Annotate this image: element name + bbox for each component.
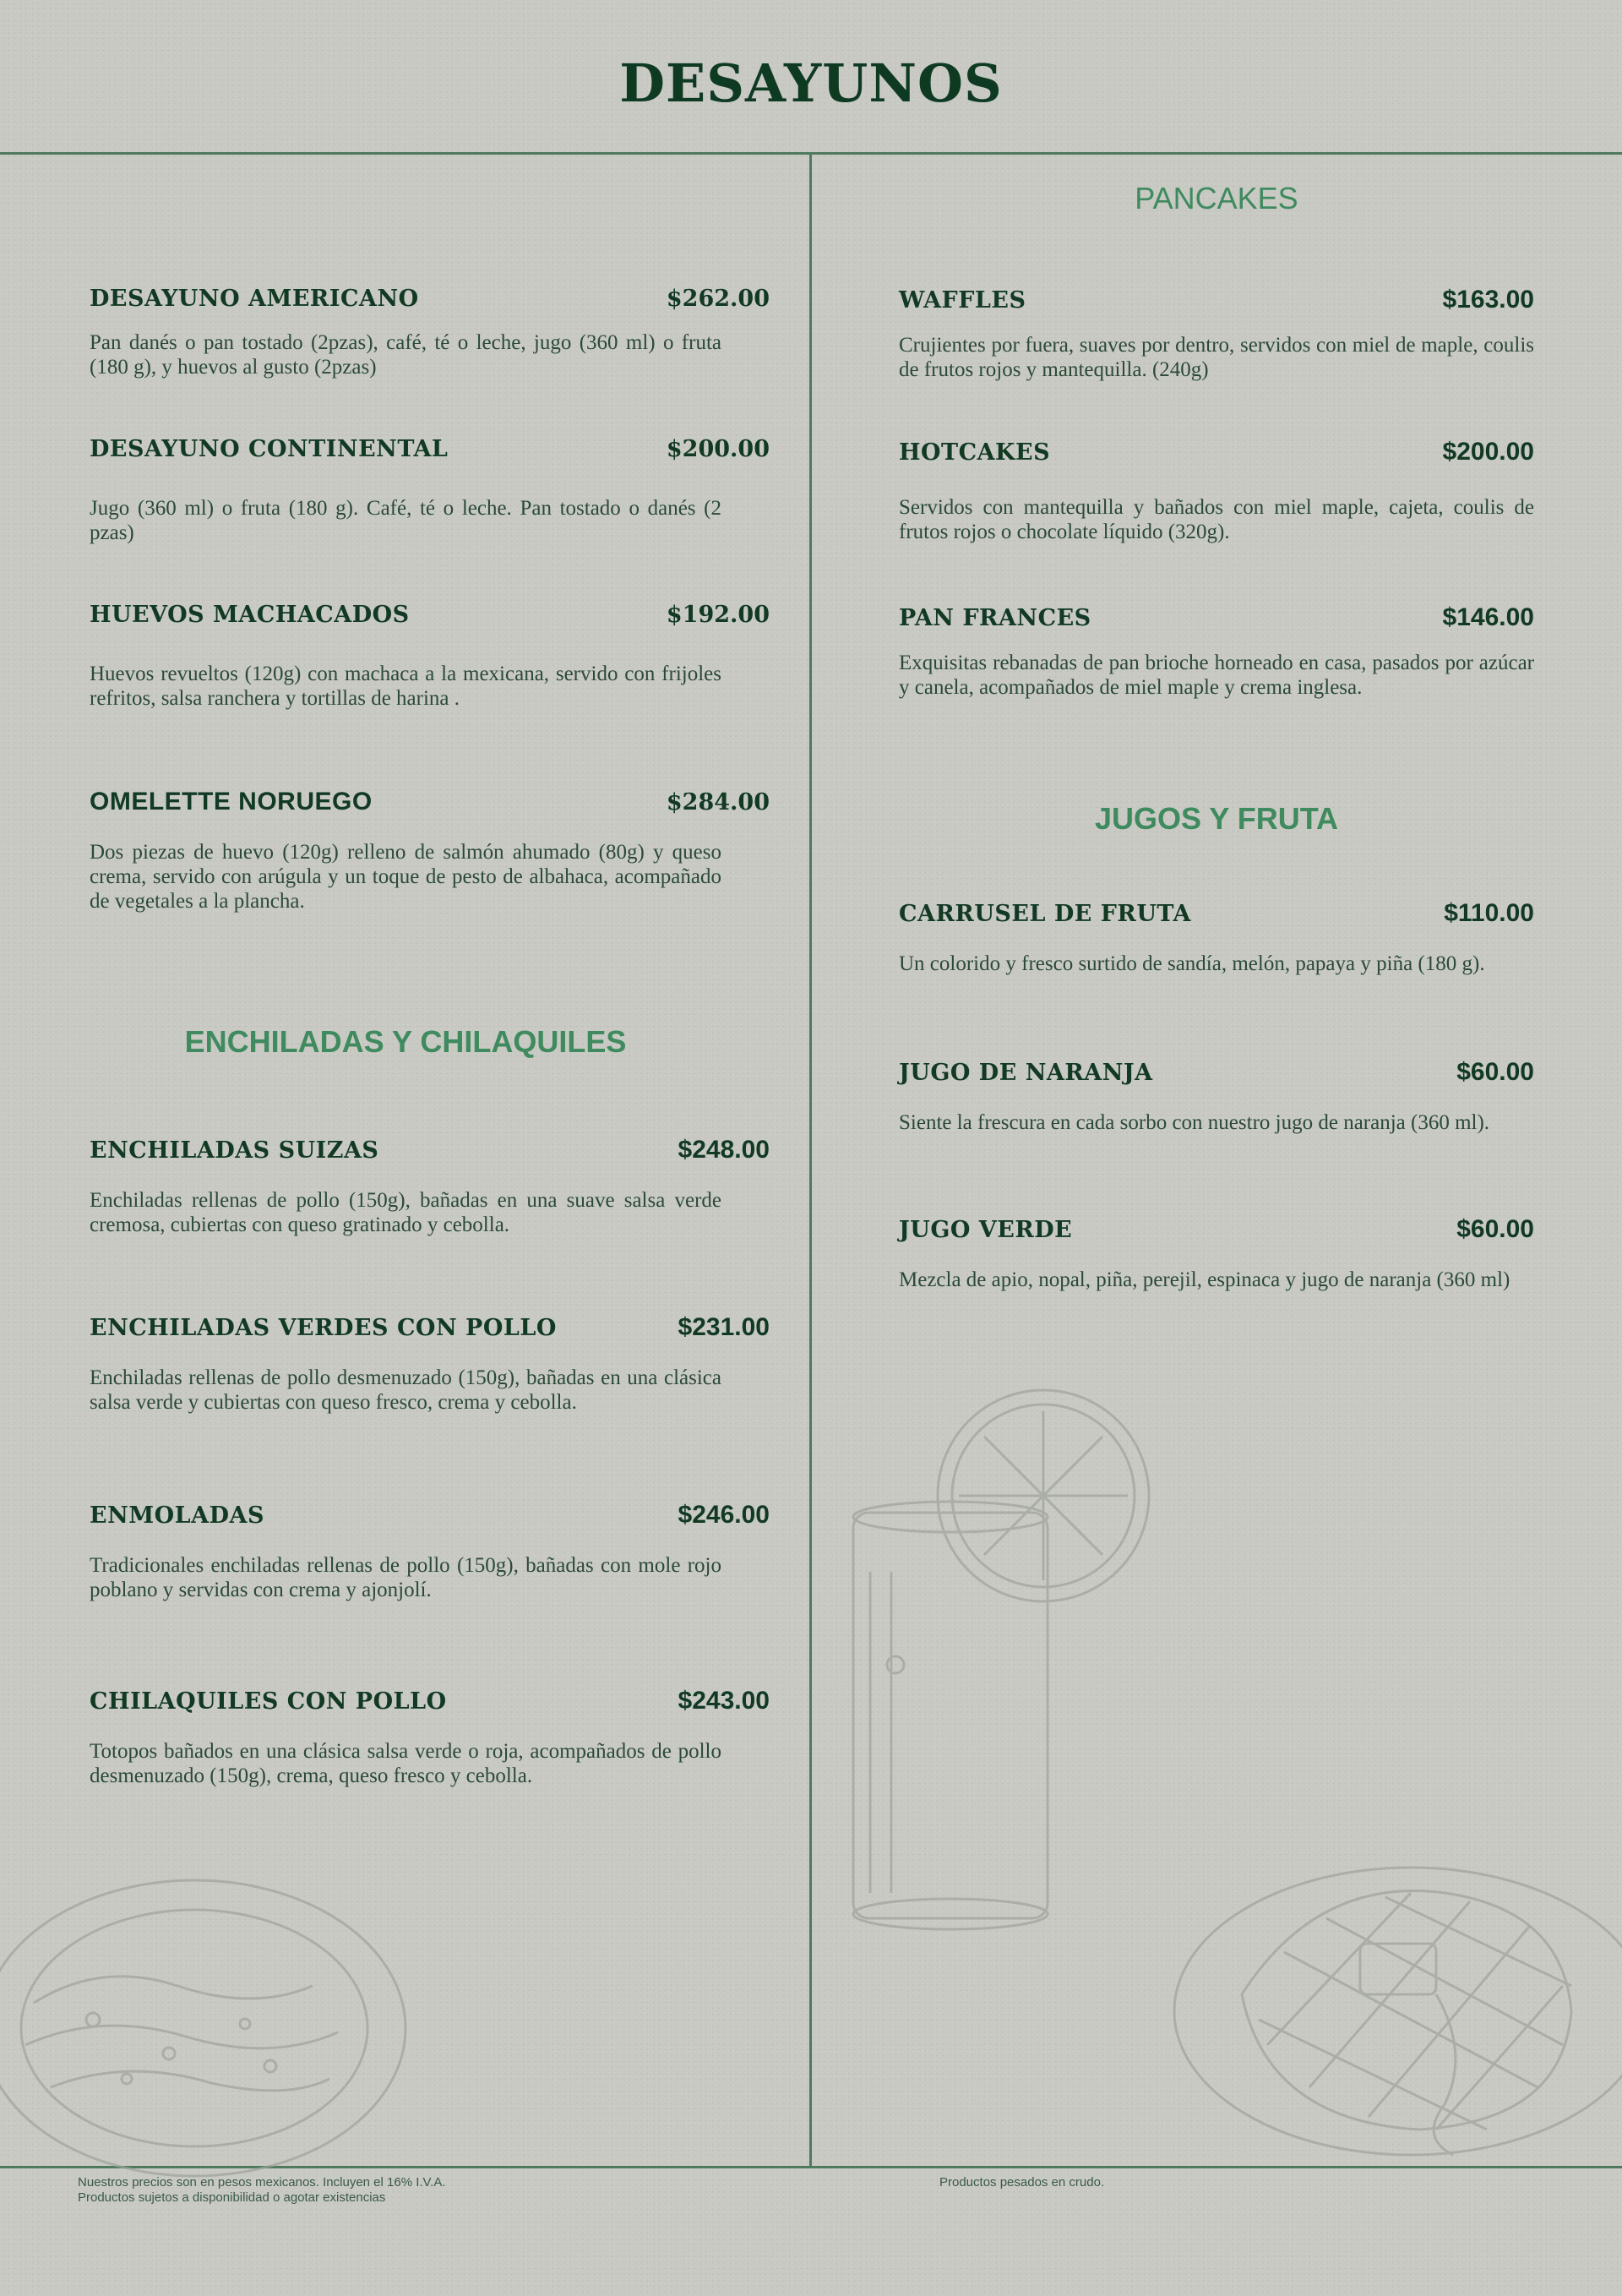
item-name: DESAYUNO CONTINENTAL (90, 436, 449, 462)
menu-item (90, 602, 770, 711)
item-price: $243.00 (678, 1687, 770, 1715)
menu-item (90, 788, 770, 913)
footer-note-prices (78, 2175, 446, 2206)
item-description: Servidos con mantequilla y bañados con miel maple, cajeta, coulis de frutos rojos o chocolate líquido (320g). (899, 496, 1534, 543)
menu-item (90, 1687, 770, 1788)
menu-item (90, 1313, 770, 1415)
item-price: $200.00 (1442, 438, 1534, 466)
menu-item (899, 899, 1534, 976)
item-name: ENMOLADAS (90, 1502, 264, 1529)
section-title-pancakes: PANCAKES (1135, 181, 1298, 215)
menu-item (899, 1215, 1534, 1292)
item-name: ENCHILADAS VERDES CON POLLO (90, 1315, 557, 1341)
item-price: $163.00 (1442, 286, 1534, 314)
item-description: Jugo (360 ml) o fruta (180 g). Café, té o leche. Pan tostado o danés (2 pzas) (90, 497, 721, 544)
item-price: $192.00 (666, 602, 770, 628)
item-price: $262.00 (666, 286, 770, 312)
menu-item (899, 603, 1534, 700)
item-name: ENCHILADAS SUIZAS (90, 1137, 379, 1164)
item-name: CHILAQUILES CON POLLO (90, 1688, 447, 1715)
item-name: CARRUSEL DE FRUTA (899, 901, 1191, 927)
page-title: DESAYUNOS (619, 52, 1003, 114)
item-description: Dos piezas de huevo (120g) relleno de salmón ahumado (80g) y queso crema, servido con arúgula y un toque de pesto de albahaca, acompañado de vegetales a la plancha. (90, 841, 721, 913)
section-title-enchiladas: ENCHILADAS Y CHILAQUILES (184, 1024, 627, 1059)
item-price: $231.00 (678, 1313, 770, 1341)
item-price: $60.00 (1456, 1215, 1534, 1243)
item-description: Un colorido y fresco surtido de sandía, melón, papaya y piña (180 g). (899, 952, 1485, 975)
item-name: PAN FRANCES (899, 605, 1091, 631)
item-description: Pan danés o pan tostado (2pzas), café, té o leche, jugo (360 ml) o fruta (180 g), y huevos al gusto (2pzas) (90, 331, 721, 379)
menu-item (899, 286, 1534, 382)
item-description: Mezcla de apio, nopal, piña, perejil, espinaca y jugo de naranja (360 ml) (899, 1268, 1510, 1291)
item-description: Huevos revueltos (120g) con machaca a la mexicana, servido con frijoles refritos, salsa ranchera y tortillas de harina . (90, 663, 721, 710)
bottom-divider (0, 2166, 1622, 2168)
item-name: JUGO VERDE (899, 1217, 1073, 1243)
menu-item (899, 1058, 1534, 1135)
menu-item (90, 1136, 770, 1237)
item-price: $60.00 (1456, 1058, 1534, 1086)
enchiladas-plate-icon (0, 1842, 422, 2180)
item-price: $146.00 (1442, 603, 1534, 631)
section-title-jugos: JUGOS Y FRUTA (1094, 801, 1339, 836)
item-name: HOTCAKES (899, 439, 1051, 466)
item-description: Exquisitas rebanadas de pan brioche horneado en casa, pasados por azúcar y canela, acompañados de miel maple y crema inglesa. (899, 652, 1534, 699)
item-description: Totopos bañados en una clásica salsa verde o roja, acompañados de pollo desmenuzado (150g), crema, queso fresco y cebolla. (90, 1740, 721, 1787)
item-name: OMELETTE NORUEGO (90, 788, 373, 815)
item-description: Enchiladas rellenas de pollo desmenuzado (150g), bañadas en una clásica salsa verde y cubiertas con queso fresco, crema y cebolla. (90, 1366, 721, 1414)
menu-item (90, 436, 770, 545)
footer-line: Nuestros precios son en pesos mexicanos. Incluyen el 16% I.V.A. (78, 2175, 446, 2190)
item-price: $284.00 (666, 789, 770, 815)
item-name: JUGO DE NARANJA (899, 1060, 1153, 1086)
menu-item (899, 438, 1534, 544)
column-divider (809, 152, 812, 2168)
item-description: Crujientes por fuera, suaves por dentro, servidos con miel de maple, coulis de frutos rojos y mantequilla. (240g) (899, 334, 1534, 381)
footer-note-weights: Productos pesados en crudo. (939, 2175, 1105, 2190)
item-price: $248.00 (678, 1136, 770, 1164)
waffle-plate-icon (1166, 1800, 1622, 2163)
item-description: Enchiladas rellenas de pollo (150g), bañadas en una suave salsa verde cremosa, cubiertas con queso gratinado y cebolla. (90, 1189, 721, 1236)
item-price: $110.00 (1444, 899, 1534, 927)
menu-item (90, 1501, 770, 1602)
item-name: WAFFLES (899, 287, 1026, 314)
item-price: $246.00 (678, 1501, 770, 1529)
juice-glass-icon (845, 1386, 1166, 1935)
item-description: Tradicionales enchiladas rellenas de pollo (150g), bañadas con mole rojo poblano y servidas con crema y ajonjolí. (90, 1554, 721, 1601)
item-description: Siente la frescura en cada sorbo con nuestro jugo de naranja (360 ml). (899, 1111, 1490, 1134)
footer-line: Productos sujetos a disponibilidad o agotar existencias (78, 2190, 386, 2205)
item-price: $200.00 (666, 436, 770, 462)
item-name: HUEVOS MACHACADOS (90, 602, 410, 628)
item-name: DESAYUNO AMERICANO (90, 286, 419, 312)
menu-item (90, 286, 770, 379)
